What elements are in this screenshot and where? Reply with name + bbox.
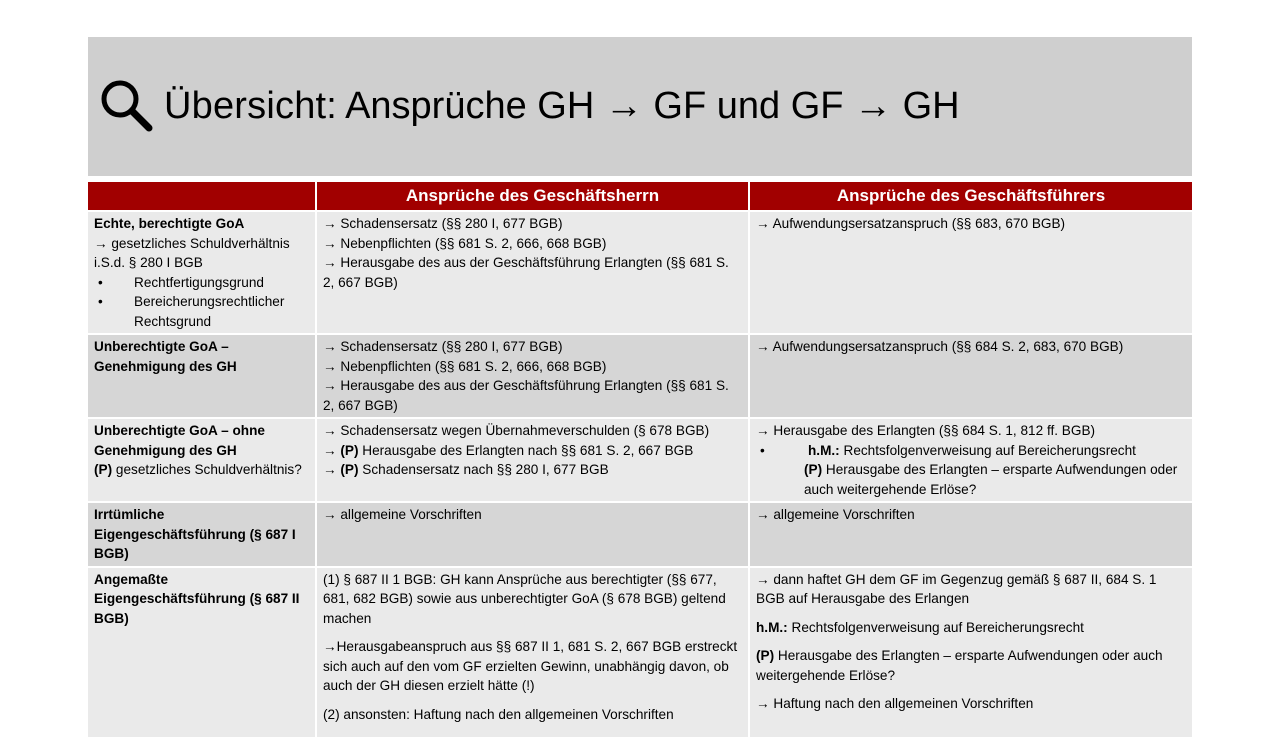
header-geschaeftsfuehrer: Ansprüche des Geschäftsführers <box>749 182 1192 211</box>
row-label <box>88 211 316 334</box>
row-label <box>88 502 316 567</box>
row-label <box>88 334 316 418</box>
problem-marker: (P) <box>756 648 775 663</box>
claim-line: → Schadensersatz wegen Übernahmeverschulden (§ 678 BGB) <box>323 423 710 438</box>
claim-line: (P) Herausgabe des Erlangten – ersparte Aufwendungen oder auch weitergehende Erlöse? <box>804 462 1178 497</box>
list-item: • h.M.: Rechtsfolgenverweisung auf Bereicherungsrecht <box>760 442 1136 458</box>
overview-table <box>88 182 1192 737</box>
table-row <box>88 418 1192 502</box>
hm-marker: h.M.: <box>756 619 788 635</box>
claim-line: → allgemeine Vorschriften <box>756 507 915 522</box>
gf-claims <box>749 567 1192 737</box>
problem-marker: (P) <box>340 442 359 458</box>
gh-claims <box>316 502 749 567</box>
claim-line: h.M.: Rechtsfolgenverweisung auf Bereicherungsrecht <box>756 619 1084 635</box>
claim-line: → Herausgabe des aus der Geschäftsführung Erlangten (§§ 681 S. 2, 667 BGB) <box>323 378 729 413</box>
claim-line: (2) ansonsten: Haftung nach den allgemeinen Vorschriften <box>323 706 674 722</box>
gh-claims <box>316 567 749 737</box>
claim-line: → Haftung nach den allgemeinen Vorschriften <box>756 696 1034 711</box>
slide-title <box>98 76 960 136</box>
row-label <box>88 418 316 502</box>
gf-claims <box>749 502 1192 567</box>
list-item: • Rechtfertigungsgrund <box>94 273 309 293</box>
claim-line: (1) § 687 II 1 BGB: GH kann Ansprüche aus berechtigter (§§ 677, 681, 682 BGB) sowie aus unberechtigter GoA (§ 678 BGB) geltend machen <box>323 571 726 626</box>
claim-line: →Herausgabeanspruch aus §§ 687 II 1, 681 S. 2, 667 BGB erstreckt sich auch auf den vom GF erzielten Gewinn, unabhängig davon, ob auch der GH diesen erzielt hätte (!) <box>323 639 738 693</box>
claim-line: → Herausgabe des Erlangten (§§ 684 S. 1, 812 ff. BGB) <box>756 423 1096 438</box>
claim-line: → Schadensersatz (§§ 280 I, 677 BGB) <box>323 339 563 354</box>
row-title: Irrtümliche Eigengeschäftsführung (§ 687 I BGB) <box>94 507 296 561</box>
gf-claims <box>749 418 1192 502</box>
claim-line: → Aufwendungsersatzanspruch (§§ 684 S. 2, 683, 670 BGB) <box>756 339 1124 354</box>
problem-marker: (P) <box>94 462 113 477</box>
problem-marker: (P) <box>804 462 823 477</box>
row-label <box>88 567 316 737</box>
claim-line: → (P) Herausgabe des Erlangten nach §§ 681 S. 2, 667 BGB <box>323 442 694 458</box>
title-bold: Übersicht: <box>164 84 338 127</box>
row-title: Unberechtigte GoA – ohne Genehmigung des GH <box>94 423 265 458</box>
hm-marker: h.M.: <box>808 442 840 458</box>
claim-line: → Nebenpflichten (§§ 681 S. 2, 666, 668 BGB) <box>323 235 607 251</box>
table-row <box>88 211 1192 334</box>
table-row <box>88 567 1192 737</box>
bullet-text: Rechtfertigungsgrund <box>134 274 264 290</box>
gh-claims <box>316 334 749 418</box>
gf-claims <box>749 334 1192 418</box>
table-header-row <box>88 182 1192 211</box>
magnifier-icon <box>98 77 156 135</box>
gh-claims <box>316 418 749 502</box>
row-text: → gesetzliches Schuldverhältnis i.S.d. § 280 I BGB <box>94 235 290 270</box>
bullet-text: Bereicherungsrechtlicher Rechtsgrund <box>134 294 285 329</box>
gh-claims <box>316 211 749 334</box>
table-row <box>88 334 1192 418</box>
title-rest: Ansprüche GH → GF und GF → GH <box>345 84 960 127</box>
claim-line: → Herausgabe des aus der Geschäftsführung Erlangten (§§ 681 S. 2, 667 BGB) <box>323 255 729 290</box>
row-text <box>94 460 309 480</box>
claim-line: → Aufwendungsersatzanspruch (§§ 683, 670 BGB) <box>756 216 1066 231</box>
claim-line: → (P) Schadensersatz nach §§ 280 I, 677 BGB <box>323 462 609 477</box>
row-title: Unberechtigte GoA – Genehmigung des GH <box>94 339 237 374</box>
problem-marker: (P) <box>340 462 359 477</box>
row-title: Angemaßte Eigengeschäftsführung (§ 687 II BGB) <box>94 571 300 626</box>
header-geschaeftsherr: Ansprüche des Geschäftsherrn <box>316 182 749 211</box>
claim-line: → dann haftet GH dem GF im Gegenzug gemäß § 687 II, 684 S. 1 BGB auf Herausgabe des Erlangen <box>756 571 1157 606</box>
claim-line: → Nebenpflichten (§§ 681 S. 2, 666, 668 BGB) <box>323 358 607 374</box>
problem-text: gesetzliches Schuldverhältnis? <box>112 462 302 477</box>
header-empty <box>88 182 316 211</box>
table-row <box>88 502 1192 567</box>
claim-line: → allgemeine Vorschriften <box>323 507 482 522</box>
claim-line: (P) Herausgabe des Erlangten – ersparte Aufwendungen oder auch weitergehende Erlöse? <box>756 648 1163 683</box>
row-title: Echte, berechtigte GoA <box>94 216 245 231</box>
gf-claims <box>749 211 1192 334</box>
list-item: • Bereicherungsrechtlicher Rechtsgrund <box>94 292 309 331</box>
claim-line: → Schadensersatz (§§ 280 I, 677 BGB) <box>323 216 563 231</box>
